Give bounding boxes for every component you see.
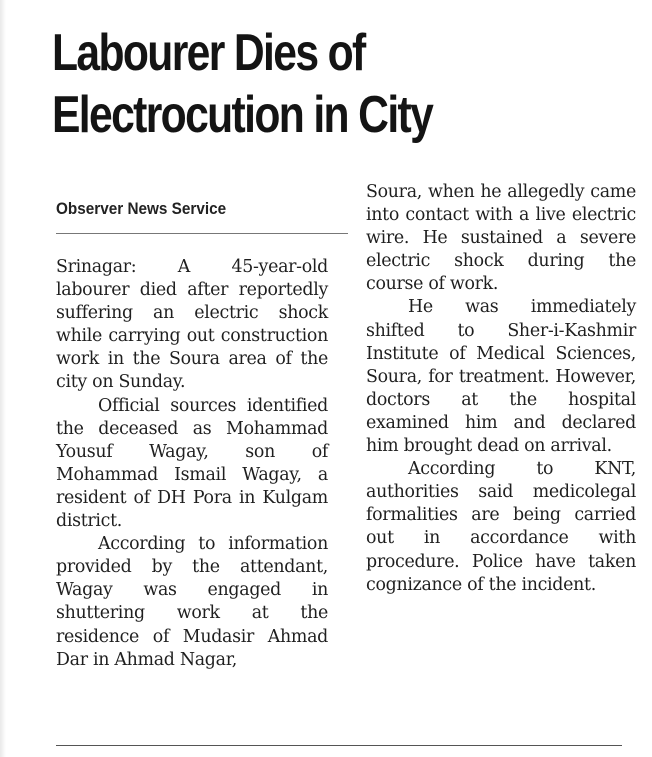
paragraph-hospital: He was immediately shifted to Sher-i-Kashmir Institute of Medical Sciences, Soura, for treatment. However, doctors at the hospital examined him and declared him brought dead on arrival.	[366, 297, 636, 457]
headline-line-1: Labourer Dies of	[52, 24, 365, 82]
paragraph-dateline: Srinagar: A 45-year-old labourer died after reportedly suffering an electric shock while carrying out construction work in the Soura area of the city on Sunday.	[56, 257, 328, 393]
paragraph-incident: According to information provided by the attendant, Wagay was engaged in shuttering work at the residence of Mudasir Ahmad Dar in Ahmad Nagar,	[56, 534, 328, 670]
byline-divider	[56, 233, 348, 234]
paragraph-incident-continued: Soura, when he allegedly came into contact with a live electric wire. He sustained a severe electric shock during the course of work.	[366, 182, 636, 295]
byline: Observer News Service	[56, 199, 227, 218]
paragraph-police: According to KNT, authorities said medicolegal formalities are being carried out in accordance with procedure. Police have taken cognizance of the incident.	[366, 459, 636, 595]
bottom-divider	[56, 745, 622, 746]
article-column-left	[56, 256, 328, 672]
page-edge-shadow	[0, 0, 6, 757]
article-column-right	[366, 181, 636, 597]
headline-line-2: Electrocution in City	[52, 86, 433, 144]
headline	[52, 22, 536, 146]
paragraph-identification: Official sources identified the deceased as Mohammad Yousuf Wagay, son of Mohammad Ismail Wagay, a resident of DH Pora in Kulgam district.	[56, 395, 328, 532]
